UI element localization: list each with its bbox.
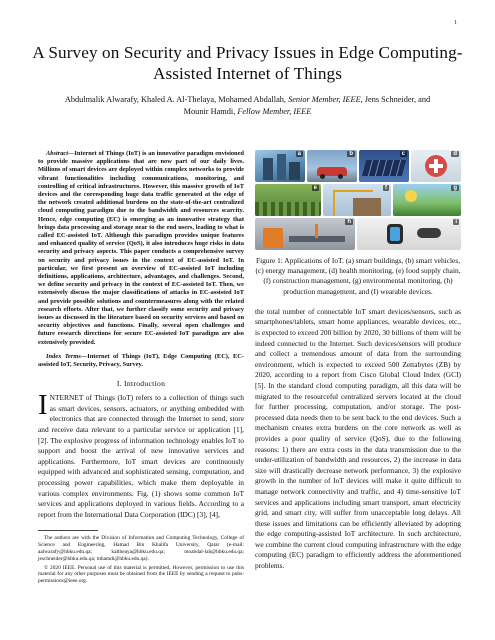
tile-letter-f: f — [385, 185, 387, 191]
figure-tile-wearable-devices — [357, 218, 461, 250]
figure-tile-construction-management — [323, 184, 391, 216]
intro-text: such as smart devices, sensors, actuators, or anything embedded with electronics that are connected through the Internet to send, store and receive data relevant to a particular service or application [1], [2]. The explosive progress of information technology enables IoT to support and boost the arrival of new innovative services and applications. Furthermore, IoT smart devices are continuously equipped with advanced and sophisticated sensing, computation, and processing power capabilities, which make them deployable in various complex environments. Fig. (1) shows some common IoT services and applications deployed in various fields. According to a report from the International Data Corporation (IDC) [3], [4], — [38, 393, 244, 519]
author-role-2: Fellow Member, IEEE — [237, 107, 312, 116]
abstract-text: —Internet of Things (IoT) is an innovative paradigm envisioned to provide massive applications that are now part of our daily lives. Millions of smart devices are deployed within complex networks to provide vibrant functionalities including communications, monitoring, and controlling of critical infrastructures. However, this massive growth of IoT devices and the corresponding huge data traffic generated at the edge of the network created additional burdens on the state-of-the-art centralized cloud computing paradigm due to the bandwidth and resources scarcity. Hence, edge computing (EC) is emerging as an innovative strategy that brings data processing and storage near to the end users, leading to what is called EC-assisted IoT. Although this paradigm provides unique features and enhanced quality of service (QoS), it also introduces huge risks in data security and privacy aspects. This paper conducts a comprehensive survey on security and privacy issues in the context of EC-assisted IoT. In particular, we first present an overview of EC-assisted IoT including definitions, applications, architecture, advantages, and challenges. Second, we define security and privacy in the context of EC-assisted IoT. Then, we extensively discuss the major classifications of attacks in EC-assisted IoT and provide possible solutions and countermeasures along with the related research efforts. After that, we further classify some security and privacy issues as discussed in the literature based on security services and based on security objectives and functions. Finally, several open challenges and future research directions for secure EC-assisted IoT paradigm are also extensively provided. — [38, 150, 244, 346]
drop-cap: I — [38, 389, 48, 422]
page-number: 1 — [454, 20, 457, 26]
figure-tile-smart-vehicles — [307, 150, 357, 182]
tile-letter-b: b — [349, 151, 353, 157]
figure-caption: Figure 1: Applications of IoT. (a) smart buildings, (b) smart vehicles, (c) energy management, (d) health monitoring, (e) food supply chain, (f) construction management, (g) environmental monitoring, (h) production management, and (I) wearable devices. — [255, 256, 461, 296]
author-names-2: Jens Schneider, and — [364, 95, 431, 104]
tile-letter-h: h — [347, 219, 351, 225]
footnote-copyright: © 2020 IEEE. Personal use of this material is permitted. However, permission to use this material for any other purposes must be obtained from the IEEE by sending a request to pubs-permissions@ieee.org. — [38, 564, 244, 585]
tile-letter-e: e — [313, 185, 317, 191]
paper-title: A Survey on Security and Privacy Issues in Edge Computing-Assisted Internet of Things — [32, 43, 463, 83]
index-terms-label: Index Terms — [46, 352, 81, 360]
figure-tile-smart-buildings — [255, 150, 305, 182]
section-heading: I. Introduction — [116, 379, 166, 389]
figure-tile-food-supply-chain — [255, 184, 321, 216]
right-column-paragraph: the total number of connectable IoT smart devices/sensors, such as smartphones/tablets, smart home appliances, wearable devices, etc., is expected to exceed 200 billion by 2020, 30 billions of them will be indeed connected to the Internet. Such devices/sensors will produce and collect a tremendous amount of data from the surrounding environment, which is expected to exceed 500 Zettabytes (ZB) by 2020, according to a report from Cisco Global Cloud Index (GCI) [5]. In the standard cloud computing paradigm, all this data will be migrated to the resourceful centralized servers located at the cloud for further processing, computation, and/or storage. The post-processed data needs then to be sent back to the end devices. Such a mechanism creates extra burdens on the core network as well as provides a poor quality of service (QoS), due to the following reasons: 1) there are extra costs in the data transmission due to the under-utilization of bandwidth and resources, 2) the increase in data size will drastically decrease network performance, 3) the explosive growth in the number of IoT devices will make it quite difficult to manage network connectivity and traffic, and 4) time-sensitive IoT services and applications including smart transport, smart electricity grid, and smart city, will suffer from unacceptable long delays. All these issues and limitations can be efficiently alleviated by adopting the edge computing-assisted IoT architecture. In such architecture, we combine the current cloud computing infrastructure with the edge computing (EC) paradigm to efficiently address the aforementioned problems. — [255, 306, 461, 571]
author-role-1: Senior Member, IEEE, — [288, 95, 363, 104]
index-terms-text: —Internet of Things (IoT), Edge Computing (EC), EC-assisted IoT, Security, Privacy, Survey. — [38, 352, 244, 369]
figure-tile-production-management — [255, 218, 355, 250]
author-names-1: Abdulmalik Alwarafy, Khaled A. Al-Thelaya, Mohamed Abdallah, — [64, 95, 286, 104]
introduction-paragraph — [38, 389, 244, 520]
tile-letter-a: a — [297, 151, 301, 157]
index-terms — [38, 353, 244, 369]
intro-lead: NTERNET of Things (IoT) refers to a collection of things — [49, 393, 228, 403]
figure-tile-energy-management — [359, 150, 409, 182]
footnote-divider — [38, 530, 98, 531]
abstract-label: Abstract — [46, 150, 69, 157]
figure-tile-environmental-monitoring — [393, 184, 461, 216]
tile-letter-c: c — [401, 151, 405, 157]
tile-letter-d: d — [453, 151, 457, 157]
footnote-affiliation: The authors are with the Division of Information and Computing Technology, College of Science and Engineering, Hamad Bin Khalifa University, Qatar (e-mail: aalwarafy@hbku.edu.qa; kaltheaya@hbku.edu.qa; moabdal-lah@hbku.edu.qa; jeschneider@hbku.edu.qa; mhamdi@hbku.edu.qa). — [38, 535, 244, 562]
author-list — [30, 94, 465, 118]
figure-iot-applications — [255, 150, 461, 250]
abstract — [38, 150, 244, 347]
tile-letter-i: i — [455, 219, 457, 225]
figure-tile-health-monitoring — [411, 150, 461, 182]
author-names-3: Mounir Hamdi, — [183, 107, 236, 116]
left-column — [38, 150, 244, 587]
right-column — [255, 150, 461, 572]
tile-letter-g: g — [453, 185, 457, 191]
